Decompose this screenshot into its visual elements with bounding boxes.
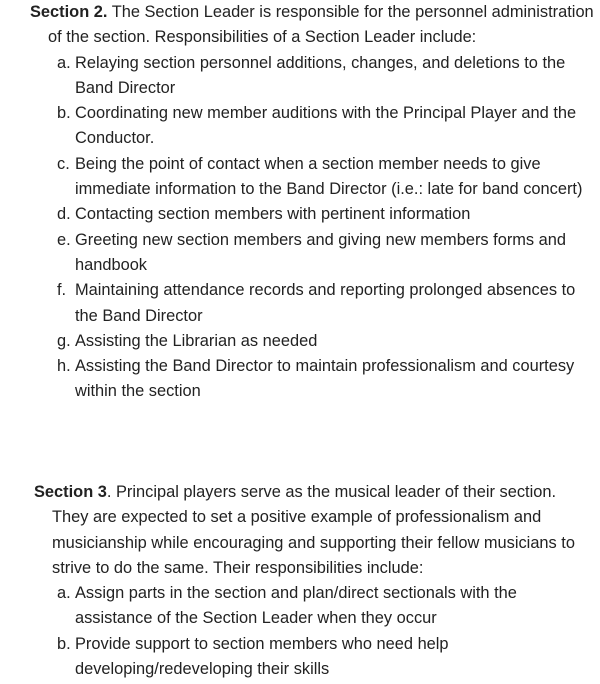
list-item-text: Relaying section personnel additions, changes, and deletions to the Band Director	[75, 53, 566, 97]
section-2-intro: The Section Leader is responsible for the personnel administration of the section. Responsibilities of a Section Leader include:	[48, 3, 594, 47]
list-item-text: Maintaining attendance records and reporting prolonged absences to the Band Director	[75, 281, 576, 325]
list-item-text: Contacting section members with pertinent information	[75, 205, 471, 224]
section-3-intro: . Principal players serve as the musical leader of their section. They are expected to set a positive example of professionalism and musicianship while encouraging and supporting their fellow musicians to strive to do the same. Their responsibilities include:	[52, 483, 575, 577]
list-marker: a.	[57, 584, 71, 603]
list-marker: d.	[57, 205, 71, 224]
section-2-label: Section 2.	[30, 3, 108, 21]
section-3-heading	[0, 480, 600, 581]
list-marker: b.	[57, 634, 71, 653]
section-2-heading	[0, 0, 600, 51]
list-item-text: Being the point of contact when a section member needs to give immediate information to the Band Director (i.e.: late for band concert)	[75, 154, 583, 199]
list-item	[0, 581, 600, 632]
list-marker: c.	[57, 154, 70, 173]
list-item	[0, 202, 600, 227]
list-item-text: Provide support to section members who need help developing/redeveloping their skills	[75, 634, 449, 679]
list-item	[0, 51, 600, 102]
list-marker: b.	[57, 104, 71, 123]
list-item	[0, 101, 600, 152]
section-3	[0, 480, 600, 682]
list-item-text: Assisting the Band Director to maintain professionalism and courtesy within the section	[75, 357, 575, 401]
list-item	[0, 152, 600, 203]
list-item	[0, 354, 600, 405]
section-3-list	[0, 581, 600, 682]
list-item-text: Assign parts in the section and plan/direct sectionals with the assistance of the Section Leader when they occur	[75, 584, 517, 628]
list-marker: e.	[57, 230, 71, 249]
list-item	[0, 278, 600, 329]
list-item-text: Coordinating new member auditions with the Principal Player and the Conductor.	[75, 104, 577, 148]
list-item	[0, 228, 600, 279]
list-item	[0, 632, 600, 683]
list-item	[0, 329, 600, 354]
list-item-text: Greeting new section members and giving new members forms and handbook	[75, 230, 567, 274]
list-marker: g.	[57, 331, 71, 350]
list-marker: h.	[57, 357, 71, 376]
section-3-label: Section 3	[34, 483, 107, 501]
section-2-list	[0, 51, 600, 405]
list-marker: a.	[57, 53, 71, 72]
list-item-text: Assisting the Librarian as needed	[75, 331, 318, 350]
list-marker: f.	[57, 281, 67, 300]
